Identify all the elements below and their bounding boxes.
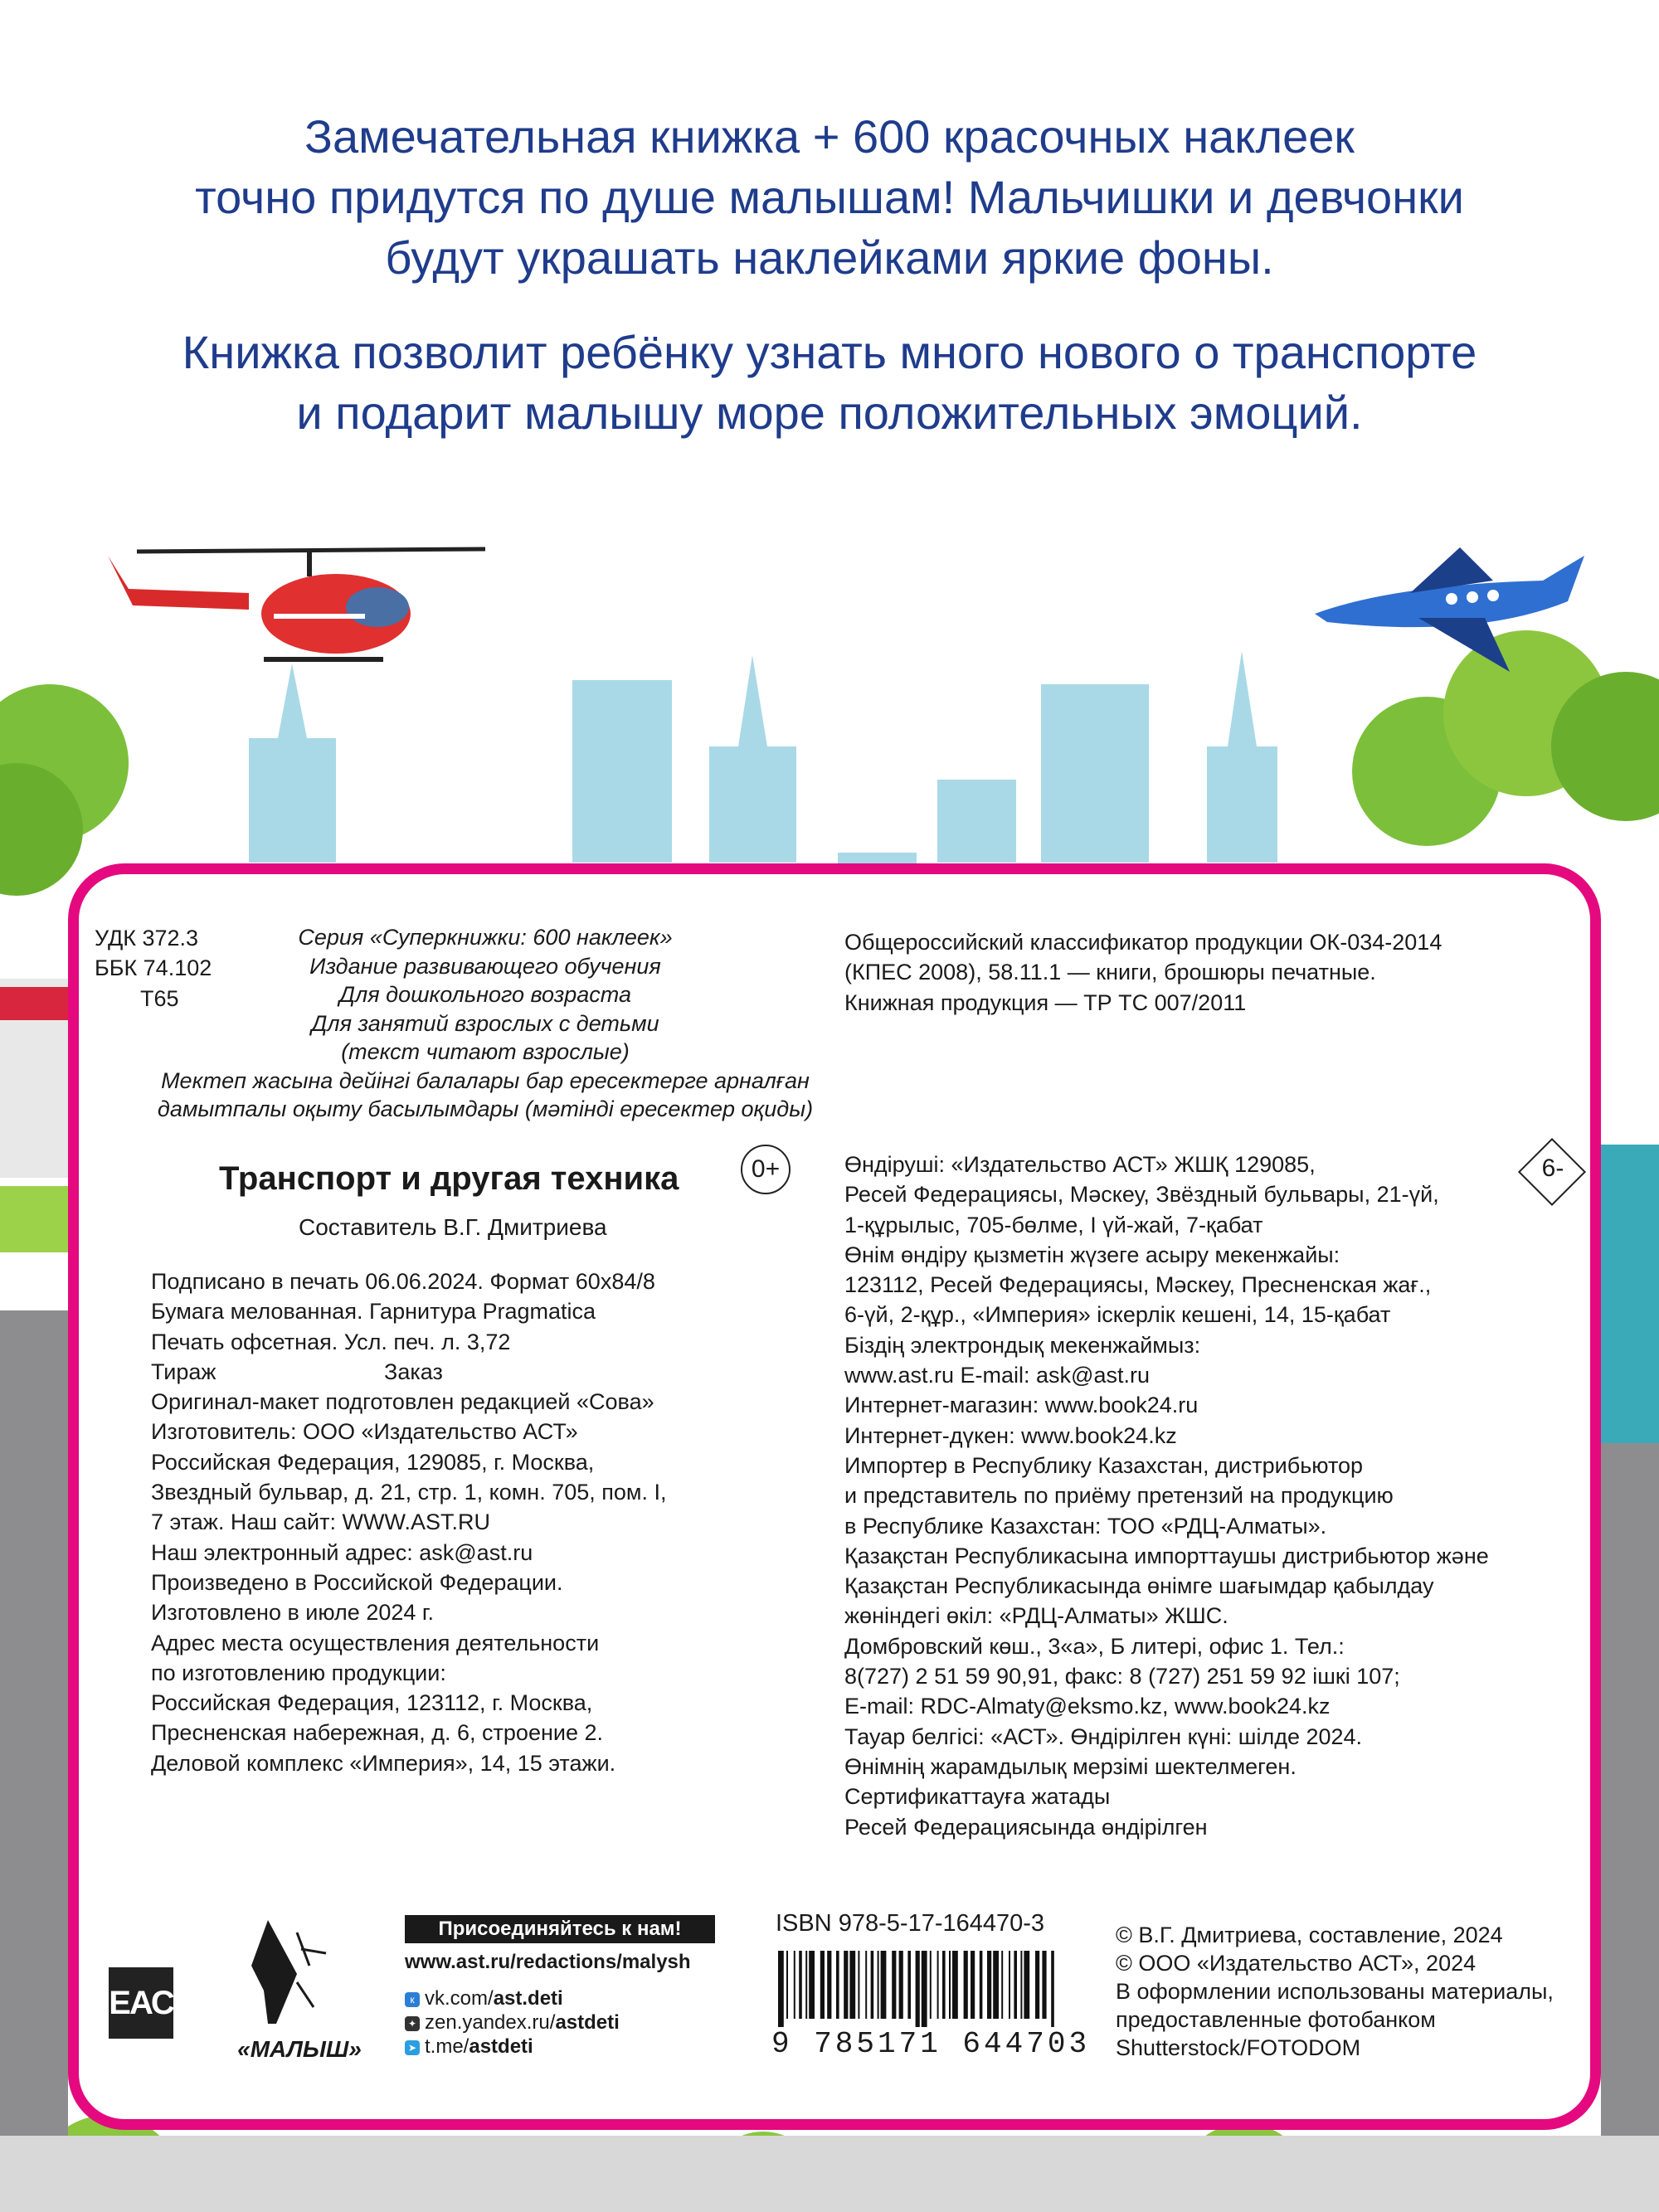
- barcode-bar: [778, 1951, 784, 2027]
- website-link[interactable]: www.ast.ru/redactions/malysh: [405, 1951, 691, 1973]
- barcode-digits: 9 785171 644703: [771, 2027, 1091, 2061]
- barcode-bar: [916, 1951, 920, 2027]
- kazakh-info-line: Өнімнің жарамдылық мерзімі шектелмеген.: [844, 1753, 1297, 1779]
- copyright-line: В оформлении использованы материалы,: [1116, 1979, 1554, 2004]
- series-line: Серия «Суперкнижки: 600 наклеек»: [298, 925, 673, 950]
- bus: [1601, 1145, 1659, 1443]
- description-line: Книжка позволит ребёнку узнать много нового о транспорте: [182, 326, 1477, 378]
- copyright-line: предоставленные фотобанком: [1116, 2007, 1436, 2032]
- imprint-line: Бумага мелованная. Гарнитура Pragmatica: [151, 1299, 596, 1325]
- barcode-bar: [865, 1951, 867, 2019]
- kazakh-info-line: Қазақстан Республикасына импорттаушы дистрибьютор және: [844, 1543, 1489, 1568]
- series-line: Мектеп жасына дейінгі балалары бар ересектерге арналған: [161, 1067, 810, 1093]
- kazakh-info-line: 1-құрылыс, 705-бөлме, I үй-жай, 7-қабат: [844, 1212, 1263, 1237]
- barcode-bar: [964, 1951, 968, 2019]
- barcode-bar: [952, 1951, 958, 2019]
- compiler: Составитель В.Г. Дмитриева: [299, 1214, 607, 1240]
- isbn: ISBN 978-5-17-164470-3: [776, 1910, 1045, 1937]
- series-line: дамытпалы оқыту басылымдары (мәтінді ересектер оқиды): [157, 1096, 814, 1121]
- kazakh-info-line: Өнім өндіру қызметін жүзеге асыру мекенжайы:: [844, 1242, 1340, 1267]
- kazakh-info-line: 8(727) 2 51 59 90,91, факс: 8 (727) 251 59 92 ішкі 107;: [844, 1664, 1400, 1689]
- join-us-banner: Присоединяйтесь к нам!: [405, 1915, 715, 1943]
- copyright-line: © ООО «Издательство АСТ», 2024: [1116, 1951, 1477, 1976]
- malysh-logo-text: «МАЛЫШ»: [237, 2036, 362, 2062]
- description-paragraph-1: [0, 106, 1659, 288]
- kazakh-info-line: Қазақстан Республикасында өнімге шағымдар қабылдау: [844, 1573, 1434, 1599]
- series-line: Для дошкольного возраста: [338, 982, 631, 1007]
- classifier-line: (КПЕС 2008), 58.11.1 — книги, брошюры печатные.: [844, 960, 1376, 985]
- description-line: и подарит малышу море положительных эмоций.: [296, 386, 1363, 439]
- barcode-bar: [1024, 1951, 1029, 2019]
- barcode-bar: [993, 1951, 999, 2019]
- barcode-bar: [899, 1951, 903, 2019]
- kazakh-info-line: Домбровский көш., 3«а», Б литері, офис 1. Тел.:: [844, 1633, 1345, 1659]
- barcode-bar: [1014, 1951, 1017, 2019]
- barcode-bar: [1001, 1951, 1003, 2019]
- eac-label: ЕАС: [109, 1985, 173, 2021]
- imprint-line: 7 этаж. Наш сайт: WWW.AST.RU: [151, 1510, 490, 1535]
- barcode-bar: [1009, 1951, 1010, 2019]
- description-line: Замечательная книжка + 600 красочных наклеек: [304, 110, 1355, 163]
- barcode-bar: [809, 1951, 815, 2019]
- social-handle: astdeti: [555, 2011, 620, 2034]
- kazakh-info-line: Ресей Федерациясы, Мәскеу, Звёздный бульвары, 21-үй,: [844, 1182, 1439, 1208]
- barcode-bar: [987, 1951, 991, 2019]
- barcode-bar: [794, 1951, 795, 2019]
- imprint-details: [151, 1266, 666, 1778]
- kazakh-info-line: жөніндегі өкіл: «РДЦ-Алматы» ЖШС.: [844, 1603, 1228, 1629]
- series-info: [133, 923, 838, 1124]
- barcode-bar: [820, 1951, 825, 2019]
- eac-mark: [109, 1967, 173, 2039]
- series-line: (текст читают взрослые): [341, 1039, 630, 1064]
- series-line: Для занятий взрослых с детьми: [311, 1010, 659, 1036]
- kazakh-info-line: Сертификаттауға жатады: [844, 1784, 1111, 1810]
- imprint-line: Пресненская набережная, д. 6, строение 2.: [151, 1720, 603, 1746]
- kazakh-info-line: Өндіруші: «Издательство АСТ» ЖШҚ 129085,: [844, 1152, 1316, 1177]
- social-handle: ast.deti: [493, 1987, 563, 2010]
- barcode-bar: [1051, 1951, 1054, 2027]
- social-link-zen[interactable]: [405, 2010, 620, 2035]
- udk-code: УДК 372.3: [95, 926, 199, 950]
- vk-icon: к: [405, 1992, 420, 2007]
- imprint-line: Изготовлено в июле 2024 г.: [151, 1600, 434, 1626]
- barcode-bar: [892, 1951, 896, 2019]
- social-prefix: vk.com/: [425, 1987, 494, 2010]
- zen-icon: ✦: [405, 2016, 420, 2031]
- kazakh-info-line: Біздің электрондық мекенжаймыз:: [844, 1332, 1201, 1358]
- imprint-line: Российская Федерация, 123112, г. Москва,: [151, 1690, 593, 1716]
- barcode-bar: [805, 1951, 807, 2019]
- kazakh-info-line: в Республике Казахстан: ТОО «РДЦ-Алматы».: [844, 1513, 1327, 1539]
- imprint-line: Подписано в печать 06.06.2024. Формат 60x84/8: [151, 1269, 655, 1294]
- barcode-bar: [871, 1951, 874, 2019]
- social-handle: astdeti: [469, 2035, 533, 2058]
- imprint-line: Произведено в Российской Федерации.: [151, 1569, 563, 1595]
- kazakh-info-line: Ресей Федерациясында өндірілген: [844, 1814, 1208, 1840]
- age-rating-kz: 6-: [1541, 1155, 1564, 1182]
- city-buildings: [249, 651, 1277, 864]
- kazakh-info-line: Тауар белгісі: «АСТ». Өндірілген күні: шілде 2024.: [844, 1723, 1363, 1749]
- description-paragraph-2: [0, 322, 1659, 443]
- age-rating-badge: 0+: [741, 1145, 791, 1194]
- barcode: [778, 1951, 1060, 2034]
- copyright: [1116, 1921, 1554, 2062]
- social-prefix: zen.yandex.ru/: [425, 2011, 556, 2034]
- description-line: будут украшать наклейками яркие фоны.: [385, 231, 1274, 284]
- malysh-logo: [218, 1916, 381, 2061]
- product-classifier: [844, 927, 1442, 1018]
- imprint-line: Звездный бульвар, д. 21, стр. 1, комн. 705, пом. I,: [151, 1480, 667, 1505]
- imprint-line: Оригинал-макет подготовлен редакцией «Сова»: [151, 1389, 654, 1415]
- barcode-bar: [1035, 1951, 1039, 2019]
- barcode-bar: [937, 1951, 939, 2019]
- imprint-line: Адрес места осуществления деятельности: [151, 1630, 600, 1655]
- kazakh-info-line: Интернет-дүкен: www.book24.kz: [844, 1422, 1177, 1448]
- kazakh-info: [844, 1150, 1489, 1842]
- classifier-line: Общероссийский классификатор продукции ОК-034-2014: [844, 930, 1443, 955]
- barcode-bar: [980, 1951, 983, 2019]
- kazakh-info-line: www.ast.ru E-mail: ask@ast.ru: [844, 1363, 1150, 1388]
- barcode-bar: [1020, 1951, 1022, 2019]
- barcode-bar: [799, 1951, 802, 2019]
- book-title: Транспорт и другая техника: [219, 1160, 679, 1197]
- classifier-line: Книжная продукция — ТР ТС 007/2011: [844, 989, 1247, 1015]
- barcode-bar: [836, 1951, 839, 2019]
- barcode-bar: [844, 1951, 848, 2019]
- barcode-bar: [907, 1951, 911, 2019]
- imprint-line: Печать офсетная. Усл. печ. л. 3,72: [151, 1329, 511, 1354]
- social-prefix: t.me/: [425, 2035, 469, 2058]
- barcode-bar: [971, 1951, 975, 2019]
- barcode-bar: [878, 1951, 879, 2019]
- social-link-vk[interactable]: [405, 1986, 620, 2010]
- imprint-line: Наш электронный адрес: ask@ast.ru: [151, 1539, 533, 1565]
- malysh-mascot-icon: [218, 1916, 381, 2032]
- imprint-line: по изготовлению продукции:: [151, 1660, 446, 1685]
- road-right: [1601, 1327, 1659, 2140]
- imprint-line: Российская Федерация, 129085, г. Москва,: [151, 1449, 595, 1475]
- telegram-icon: ➤: [405, 2040, 420, 2055]
- author-mark: Т65: [140, 985, 179, 1011]
- copyright-line: Shutterstock/FOTODOM: [1116, 2035, 1361, 2060]
- barcode-bar: [942, 1951, 946, 2019]
- series-line: Издание развивающего обучения: [309, 953, 661, 979]
- imprint-line: Тираж Заказ: [151, 1359, 443, 1384]
- social-link-telegram[interactable]: [405, 2035, 620, 2059]
- copyright-line: © В.Г. Дмитриева, составление, 2024: [1116, 1923, 1503, 1947]
- barcode-bar: [881, 1951, 887, 2019]
- kazakh-info-line: и представитель по приёму претензий на продукцию: [844, 1483, 1394, 1509]
- bbk-code: ББК 74.102: [95, 955, 212, 981]
- helicopter: [108, 549, 485, 659]
- imprint-line: Деловой комплекс «Империя», 14, 15 этажи.: [151, 1750, 616, 1776]
- barcode-bar: [786, 1951, 788, 2019]
- imprint-line: Изготовитель: ООО «Издательство АСТ»: [151, 1419, 578, 1445]
- road-left: [0, 1310, 68, 2140]
- kazakh-info-line: Интернет-магазин: www.book24.ru: [844, 1393, 1199, 1418]
- barcode-bar: [922, 1951, 927, 2027]
- kazakh-info-line: E-mail: RDC-Almaty@eksmo.kz, www.book24.kz: [844, 1694, 1331, 1719]
- barcode-bar: [858, 1951, 859, 2019]
- barcode-bar: [949, 1951, 951, 2019]
- barcode-bar: [1042, 1951, 1046, 2019]
- kazakh-info-line: 6-үй, 2-құр., «Империя» іскерлік кешені, 14, 15-қабат: [844, 1302, 1391, 1328]
- barcode-bar: [827, 1951, 831, 2019]
- kazakh-info-line: 123112, Ресей Федерациясы, Мәскеу, Пресненская жағ.,: [844, 1272, 1432, 1298]
- barcode-bar: [930, 1951, 932, 2019]
- social-links: [405, 1986, 620, 2059]
- barcode-bar: [849, 1951, 855, 2019]
- kazakh-info-line: Импортер в Республику Казахстан, дистрибьютор: [844, 1452, 1364, 1478]
- description-line: точно придутся по душе малышам! Мальчишки и девчонки: [195, 171, 1464, 223]
